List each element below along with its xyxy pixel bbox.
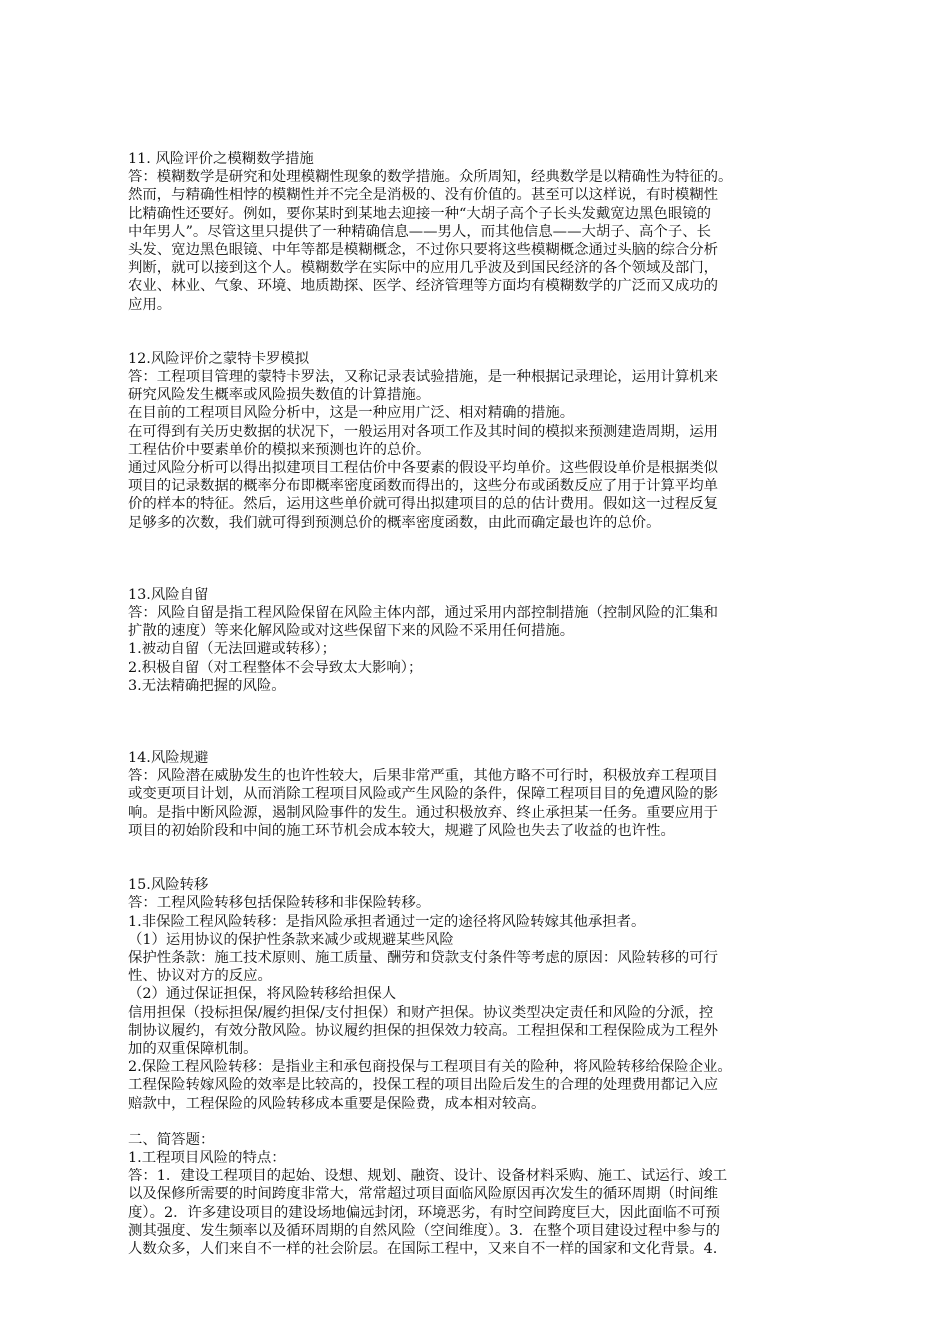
section-heading: 11. 风险评价之模糊数学措施: [128, 151, 314, 167]
paragraph-line: 中年男人”。尽管这里只提供了一种精确信息——男人，而其他信息——大胡子、高个子、长: [128, 223, 711, 240]
spacer: [128, 314, 856, 350]
paragraph-line: 在可得到有关历史数据的状况下，一般运用对各项工作及其时间的模拟来预测建造周期，运用: [128, 423, 719, 440]
section-14-risk-avoidance: [128, 749, 856, 840]
section-heading: 二、简答题：: [128, 1131, 215, 1148]
section-13-risk-retention: [128, 586, 856, 695]
paragraph-line: 工程保险转嫁风险的效率是比较高的，投保工程的项目出险后发生的合理的处理费用都记入应: [128, 1077, 719, 1094]
paragraph-line: 然而，与精确性相悖的模糊性并不完全是消极的、没有价值的。甚至可以这样说，有时模糊性: [128, 187, 719, 204]
paragraph-line: 农业、林业、气象、环境、地质勘探、医学、经济管理等方面均有模糊数学的广泛而又成功的: [128, 278, 719, 295]
section-heading: 15.风险转移: [128, 877, 209, 894]
section-heading: 14.风险规避: [128, 750, 209, 767]
paragraph-line: 扩散的速度）等来化解风险或对这些保留下来的风险不采用任何措施。: [128, 623, 575, 640]
paragraph-line: 赔款中，工程保险的风险转移成本重要是保险费，成本相对较高。: [128, 1095, 546, 1112]
paragraph-line: 保护性条款：施工技术原则、施工质量、酬劳和贷款支付条件等考虑的原因：风险转移的可行: [128, 949, 719, 966]
paragraph-line: 2.保险工程风险转移：是指业主和承包商投保与工程项目有关的险种，将风险转移给保险企业。: [128, 1059, 732, 1076]
paragraph-line: 答：工程项目管理的蒙特卡罗法，又称记录表试验措施，是一种根据记录理论，运用计算机来: [128, 369, 719, 386]
paragraph-line: 2.积极自留（对工程整体不会导致太大影响）；: [128, 659, 423, 676]
section-11-fuzzy-math: [128, 150, 856, 314]
section-heading: 13.风险自留: [128, 586, 209, 603]
spacer: [128, 532, 856, 568]
spacer: [128, 695, 856, 731]
paragraph-line: 答：风险自留是指工程风险保留在风险主体内部，通过采用内部控制措施（控制风险的汇集和: [128, 605, 719, 622]
section-15-risk-transfer: [128, 876, 856, 1113]
paragraph-line: 项目的初始阶段和中间的施工环节机会成本较大，规避了风险也失去了收益的也许性。: [128, 822, 675, 839]
paragraph-line: 比精确性还要好。例如，要你某时到某地去迎接一种“大胡子高个子长头发戴宽边黑色眼镜的: [128, 205, 711, 222]
paragraph-line: 加的双重保障机制。: [128, 1040, 258, 1057]
paragraph-line: 1.工程项目风险的特点：: [128, 1149, 286, 1166]
paragraph-line: （2）通过保证担保，将风险转移给担保人: [128, 986, 397, 1003]
paragraph-line: 测其强度、发生频率以及循环周期的自然风险（空间维度）。3．在整个项目建设过程中参与的: [128, 1222, 720, 1239]
paragraph-line: 1.被动自留（无法回避或转移）；: [128, 641, 336, 658]
paragraph-line: 3.无法精确把握的风险。: [128, 677, 286, 694]
spacer: [128, 840, 856, 876]
section-heading: 12.风险评价之蒙特卡罗模拟: [128, 350, 310, 367]
spacer: [128, 568, 856, 586]
paragraph-line: 信用担保（投标担保/履约担保/支付担保）和财产担保。协议类型决定责任和风险的分派，控: [128, 1004, 714, 1021]
paragraph-line: 通过风险分析可以得出拟建项目工程估价中各要素的假设平均单价。这些假设单价是根据类似: [128, 460, 719, 477]
section-short-answer-questions: [128, 1131, 856, 1258]
paragraph-line: 头发、宽边黑色眼镜、中年等都是模糊概念，不过你只要将这些模糊概念通过头脑的综合分析: [128, 242, 719, 259]
paragraph-line: 研究风险发生概率或风险损失数值的计算措施。: [128, 387, 431, 404]
section-12-monte-carlo: [128, 350, 856, 532]
paragraph-line: 答：工程风险转移包括保险转移和非保险转移。: [128, 895, 431, 912]
paragraph-line: 足够多的次数，我们就可得到预测总价的概率密度函数，由此而确定最也许的总价。: [128, 514, 661, 531]
paragraph-line: 性、协议对方的反应。: [128, 968, 272, 985]
paragraph-line: 度）。2．许多建设项目的建设场地偏远封闭，环境恶劣，有时空间跨度巨大，因此面临不可预: [128, 1204, 720, 1221]
paragraph-line: 制协议履约，有效分散风险。协议履约担保的担保效力较高。工程担保和工程保险成为工程外: [128, 1022, 719, 1039]
paragraph-line: 项目的记录数据的概率分布即概率密度函数而得出的，这些分布或函数反应了用于计算平均单: [128, 478, 719, 495]
paragraph-line: 响。是指中断风险源，遏制风险事件的发生。通过积极放弃、终止承担某一任务。重要应用于: [128, 804, 719, 821]
paragraph-line: 答：1．建设工程项目的起始、设想、规划、融资、设计、设备材料采购、施工、试运行、竣工: [128, 1168, 728, 1185]
paragraph-line: 答：风险潜在威胁发生的也许性较大，后果非常严重，其他方略不可行时，积极放弃工程项目: [128, 768, 719, 785]
spacer: [128, 1113, 856, 1131]
paragraph-line: 应用。: [128, 296, 172, 313]
paragraph-line: 答：模糊数学是研究和处理模糊性现象的数学措施。众所周知，经典数学是以精确性为特征的。: [128, 169, 733, 186]
paragraph-line: 以及保修所需要的时间跨度非常大，常常超过项目面临风险原因再次发生的循环周期（时间维: [128, 1186, 719, 1203]
paragraph-line: 在目前的工程项目风险分析中，这是一种应用广泛、相对精确的措施。: [128, 405, 575, 422]
paragraph-line: 或变更项目计划，从而消除工程项目风险或产生风险的条件，保障工程项目目的免遭风险的影: [128, 786, 719, 803]
paragraph-line: （1）运用协议的保护性条款来减少或规避某些风险: [128, 931, 454, 948]
paragraph-line: 判断，就可以接到这个人。模糊数学在实际中的应用几乎波及到国民经济的各个领域及部门，: [128, 260, 719, 277]
paragraph-line: 工程估价中要素单价的模拟来预测也许的总价。: [128, 441, 431, 458]
spacer: [128, 731, 856, 749]
paragraph-line: 价的样本的特征。然后，运用这些单价就可得出拟建项目的总的估计费用。假如这一过程反复: [128, 496, 719, 513]
paragraph-line: 1.非保险工程风险转移：是指风险承担者通过一定的途径将风险转嫁其他承担者。: [128, 913, 646, 930]
document-page: [128, 150, 856, 1258]
paragraph-line: 人数众多，人们来自不一样的社会阶层。在国际工程中，又来自不一样的国家和文化背景。4.: [128, 1240, 718, 1257]
